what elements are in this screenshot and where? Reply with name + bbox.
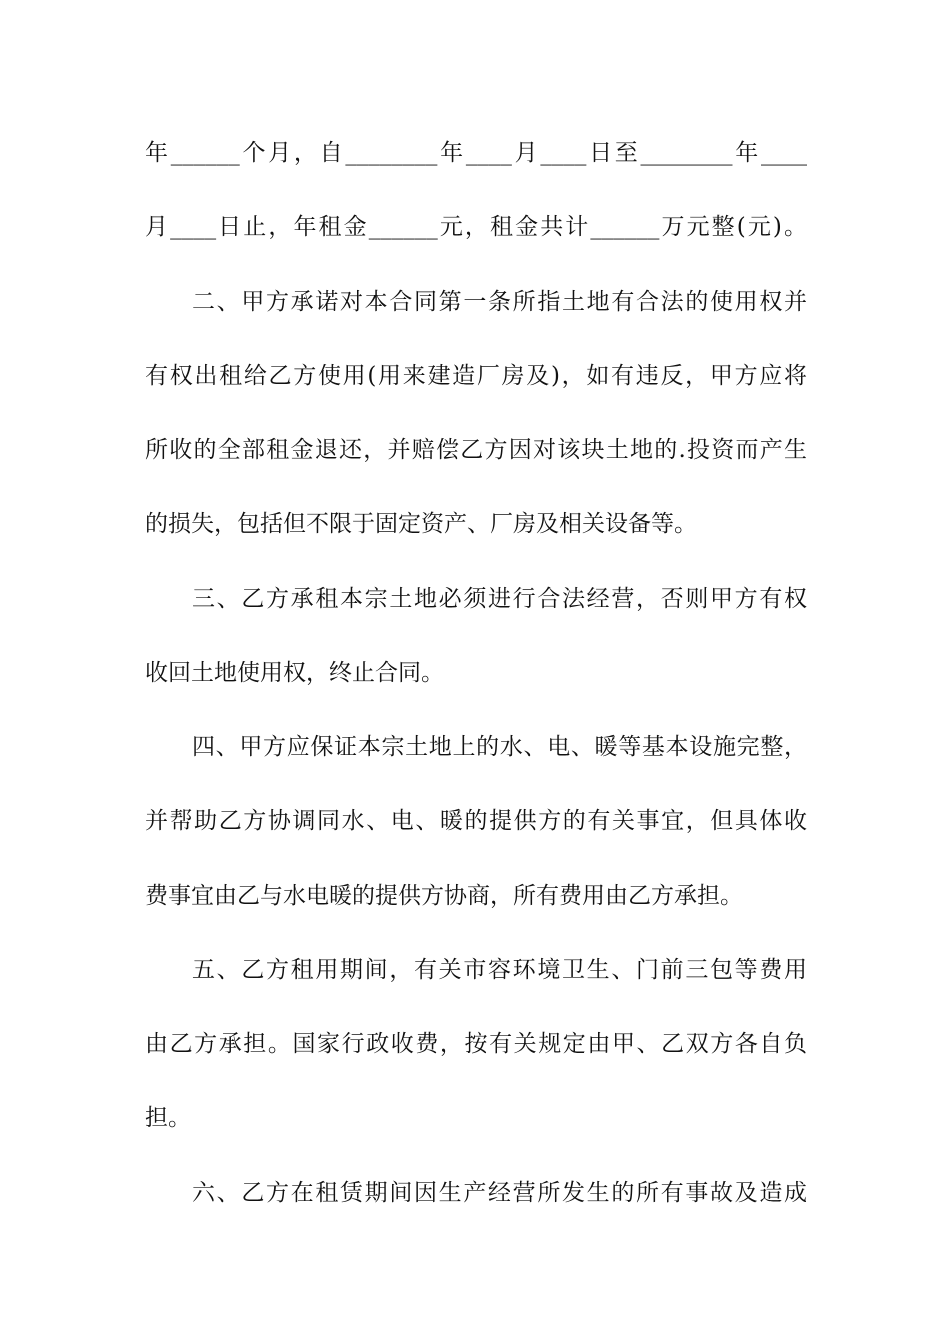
paragraph-4-line-1: 四、甲方应保证本宗土地上的水、电、暖等基本设施完整， bbox=[192, 734, 807, 760]
paragraph-3-line-2: 收回土地使用权，终止合同。 bbox=[145, 660, 444, 686]
paragraph-5-line-1: 五、乙方租用期间，有关市容环境卫生、门前三包等费用 bbox=[192, 957, 807, 983]
text-line-2: 月____日止，年租金______元，租金共计______万元整(元)。 bbox=[145, 214, 807, 240]
paragraph-6-line-1: 六、乙方在租赁期间因生产经营所发生的所有事故及造成 bbox=[192, 1180, 807, 1206]
paragraph-2-line-3: 所收的全部租金退还，并赔偿乙方因对该块土地的.投资而产生 bbox=[145, 437, 807, 463]
paragraph-5-line-2: 由乙方承担。国家行政收费，按有关规定由甲、乙双方各自负 bbox=[145, 1031, 807, 1057]
paragraph-3-line-1: 三、乙方承租本宗土地必须进行合法经营，否则甲方有权 bbox=[192, 586, 807, 612]
text-line-1: 年______个月，自________年____月____日至________年____ bbox=[145, 140, 807, 166]
paragraph-2-line-4: 的损失，包括但不限于固定资产、厂房及相关设备等。 bbox=[145, 511, 697, 537]
paragraph-2-line-1: 二、甲方承诺对本合同第一条所指土地有合法的使用权并 bbox=[192, 289, 807, 315]
paragraph-4-line-2: 并帮助乙方协调同水、电、暖的提供方的有关事宜，但具体收 bbox=[145, 808, 807, 834]
paragraph-5-line-3: 担。 bbox=[145, 1105, 191, 1131]
paragraph-4-line-3: 费事宜由乙与水电暖的提供方协商，所有费用由乙方承担。 bbox=[145, 883, 743, 909]
paragraph-2-line-2: 有权出租给乙方使用(用来建造厂房及)，如有违反，甲方应将 bbox=[145, 363, 807, 389]
